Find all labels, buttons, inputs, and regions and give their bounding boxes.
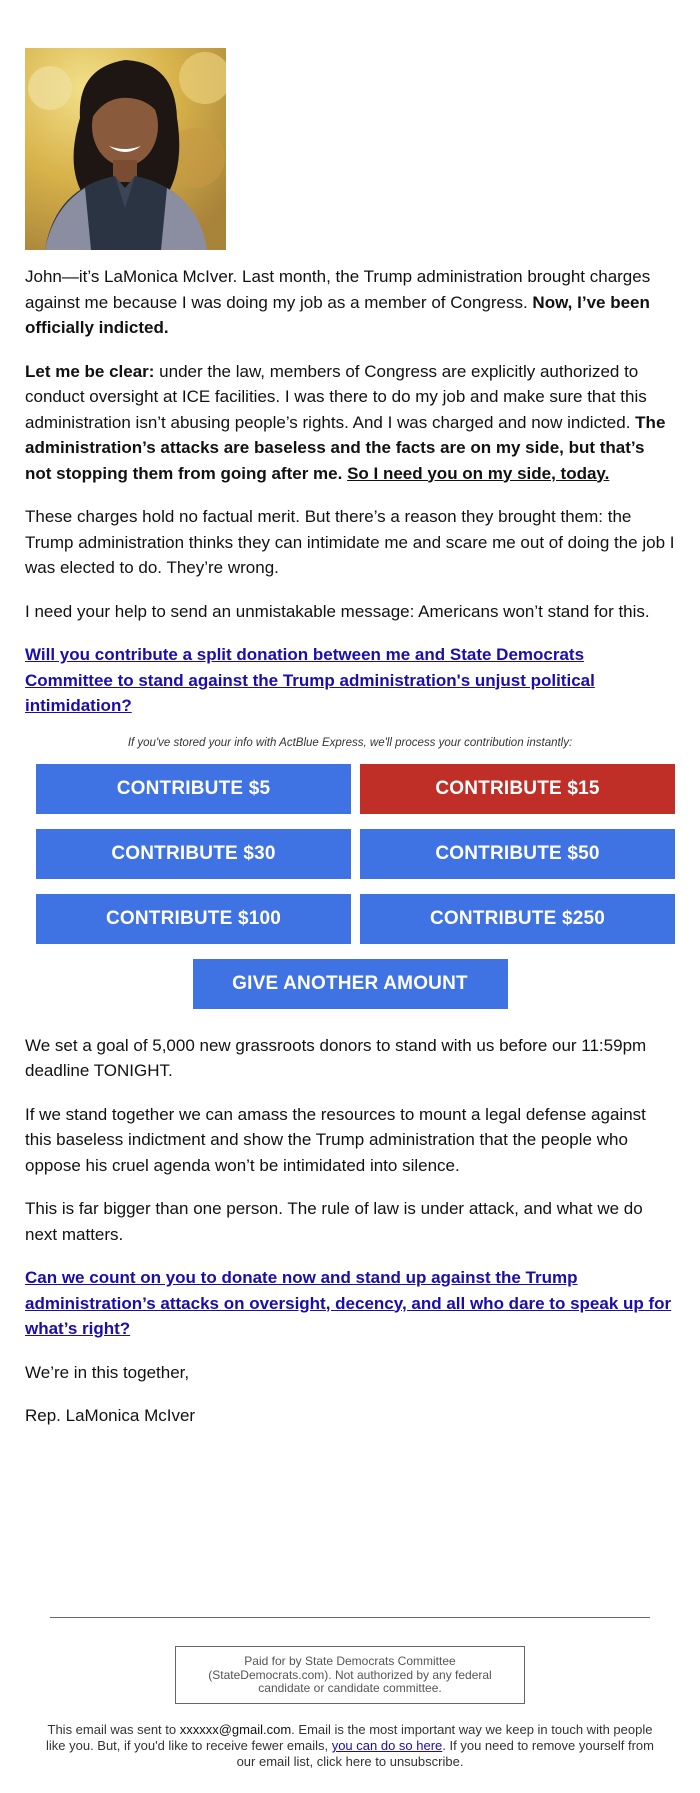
rule-of-law-paragraph: This is far bigger than one person. The rule of law is under attack, and what we do next matters.: [25, 1199, 643, 1244]
clarify-lead: Let me be clear:: [25, 361, 155, 381]
footer-divider: [50, 1617, 650, 1618]
message-paragraph: I need your help to send an unmistakable message: Americans won’t stand for this.: [25, 601, 650, 621]
legal-text-1: This email was sent to: [47, 1722, 180, 1737]
intro-bold-text: Now, I’ve been officially indicted.: [25, 292, 650, 337]
intro-text: John—it’s LaMonica McIver. Last month, the Trump administration brought charges against me because I was doing my job as a member of Congress.: [25, 267, 651, 312]
contribute-30-button[interactable]: CONTRIBUTE $30: [36, 829, 351, 879]
portrait-image: [25, 48, 226, 250]
contribute-250-button[interactable]: CONTRIBUTE $250: [360, 894, 675, 944]
clarify-text: under the law, members of Congress are explicitly authorized to conduct oversight at ICE facilities. I was there to do my job and make sure that this administration isn’t abusing people’s rights. And I was charged and now indicted.: [25, 361, 647, 432]
signature: Rep. LaMonica McIver: [25, 1406, 196, 1425]
contribute-5-button[interactable]: CONTRIBUTE $5: [36, 764, 351, 814]
legal-text-3: . If you need to remove yourself from our email list, click here to unsubscribe.: [236, 1738, 654, 1769]
contribute-100-button[interactable]: CONTRIBUTE $100: [36, 894, 351, 944]
donate-now-link[interactable]: Can we count on you to donate now and stand up against the Trump administration’s attacks on oversight, decency, and all who dare to speak up for what’s right?: [25, 1268, 672, 1338]
paid-for-disclaimer: Paid for by State Democrats Committee (StateDemocrats.com). Not authorized by any federal candidate or candidate committee.: [175, 1646, 525, 1704]
split-donation-link[interactable]: Will you contribute a split donation between me and State Democrats Committee to stand against the Trump administration's unjust political intimidation?: [25, 645, 595, 715]
donation-button-grid: [36, 764, 675, 944]
candidate-photo: [25, 48, 226, 250]
give-another-amount-button[interactable]: GIVE ANOTHER AMOUNT: [193, 959, 508, 1009]
clarify-paragraph: [25, 359, 675, 487]
signoff: We’re in this together,: [25, 1362, 190, 1382]
goal-paragraph: We set a goal of 5,000 new grassroots donors to stand with us before our 11:59pm deadline TONIGHT.: [25, 1035, 647, 1080]
legal-text-2: . Email is the most important way we keep in touch with people like you. But, if you'd like to receive fewer emails,: [45, 1722, 653, 1753]
intro-paragraph: [25, 264, 675, 341]
fewer-emails-link[interactable]: you can do so here: [331, 1738, 443, 1753]
together-paragraph: If we stand together we can amass the resources to mount a legal defense against this baseless indictment and show the Trump administration that the people who oppose his cruel agenda won’t be intimidated into silence.: [25, 1104, 646, 1175]
clarify-underline-text: So I need you on my side, today.: [347, 463, 610, 483]
footer-legal: [40, 1722, 660, 1770]
merit-paragraph: These charges hold no factual merit. But there’s a reason they brought them: the Trump administration thinks they can intimidate me and scare me out of doing the job I was elected to do. They’re wrong.: [25, 507, 675, 577]
actblue-note: If you've stored your info with ActBlue Express, we'll process your contribution instantly:: [127, 736, 573, 749]
clarify-bold-text: The administration’s attacks are baseless and the facts are on my side, but that’s not stopping them from going after me.: [25, 412, 666, 483]
recipient-email: xxxxxx@gmail.com: [179, 1722, 292, 1737]
email-body: [25, 264, 675, 1447]
contribute-50-button[interactable]: CONTRIBUTE $50: [360, 829, 675, 879]
contribute-15-button[interactable]: CONTRIBUTE $15: [360, 764, 675, 814]
